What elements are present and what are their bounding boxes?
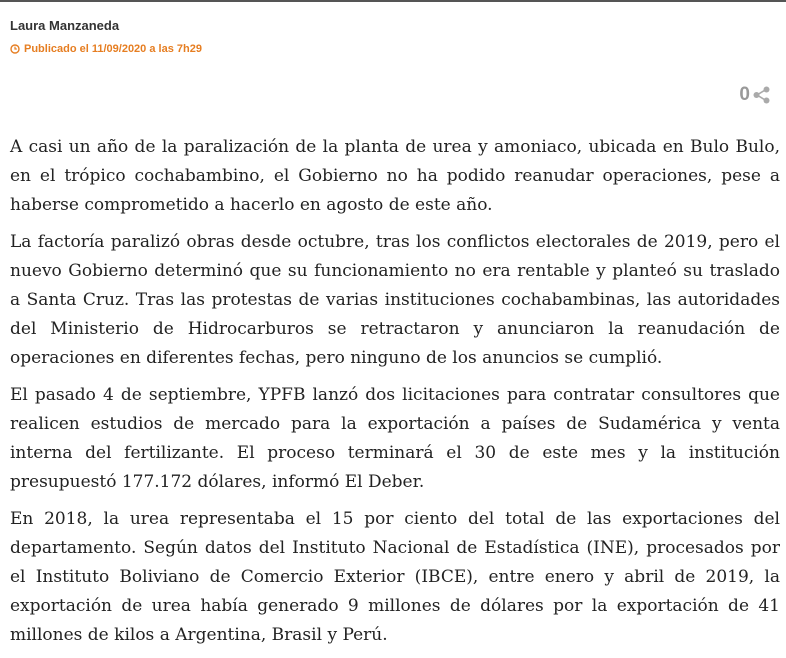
share-count: 0	[739, 84, 750, 105]
top-divider	[0, 0, 786, 2]
article-paragraph: El pasado 4 de septiembre, YPFB lanzó dos licitaciones para contratar consultores que realicen estudios de mercado para la exportación a países de Sudamérica y venta interna del fertilizante. El proceso terminará el 30 de este mes y la institución presupuestó 177.172 dólares, informó El Deber.	[10, 385, 780, 492]
article-author: Laura Manzaneda	[10, 18, 120, 33]
publish-date	[10, 43, 202, 55]
clock-icon	[10, 44, 20, 54]
article-paragraph: En 2018, la urea representaba el 15 por ciento del total de las exportaciones del departamento. Según datos del Instituto Nacional de Estadística (INE), procesados por el Instituto Boliviano de Comercio Exterior (IBCE), entre enero y abril de 2019, la exportación de urea había generado 9 millones de dólares por la exportación de 41 millones de kilos a Argentina, Brasil y Perú.	[10, 509, 780, 645]
article-paragraph: La factoría paralizó obras desde octubre, tras los conflictos electorales de 2019, pero el nuevo Gobierno determinó que su funcionamiento no era rentable y planteó su traslado a Santa Cruz. Tras las protestas de varias instituciones cochabambinas, las autoridades del Ministerio de Hidrocarburos se retractaron y anunciaron la reanudación de operaciones en diferentes fechas, pero ninguno de los anuncios se cumplió.	[10, 232, 780, 368]
article-body	[10, 133, 780, 658]
publish-date-text: Publicado el 11/09/2020 a las 7h29	[24, 43, 202, 55]
article-paragraph: A casi un año de la paralización de la planta de urea y amoniaco, ubicada en Bulo Bulo, en el trópico cochabambino, el Gobierno no ha podido reanudar operaciones, pese a haberse comprometido a hacerlo en agosto de este año.	[10, 137, 780, 215]
share-icon[interactable]	[752, 85, 772, 105]
share-widget[interactable]	[739, 84, 772, 106]
